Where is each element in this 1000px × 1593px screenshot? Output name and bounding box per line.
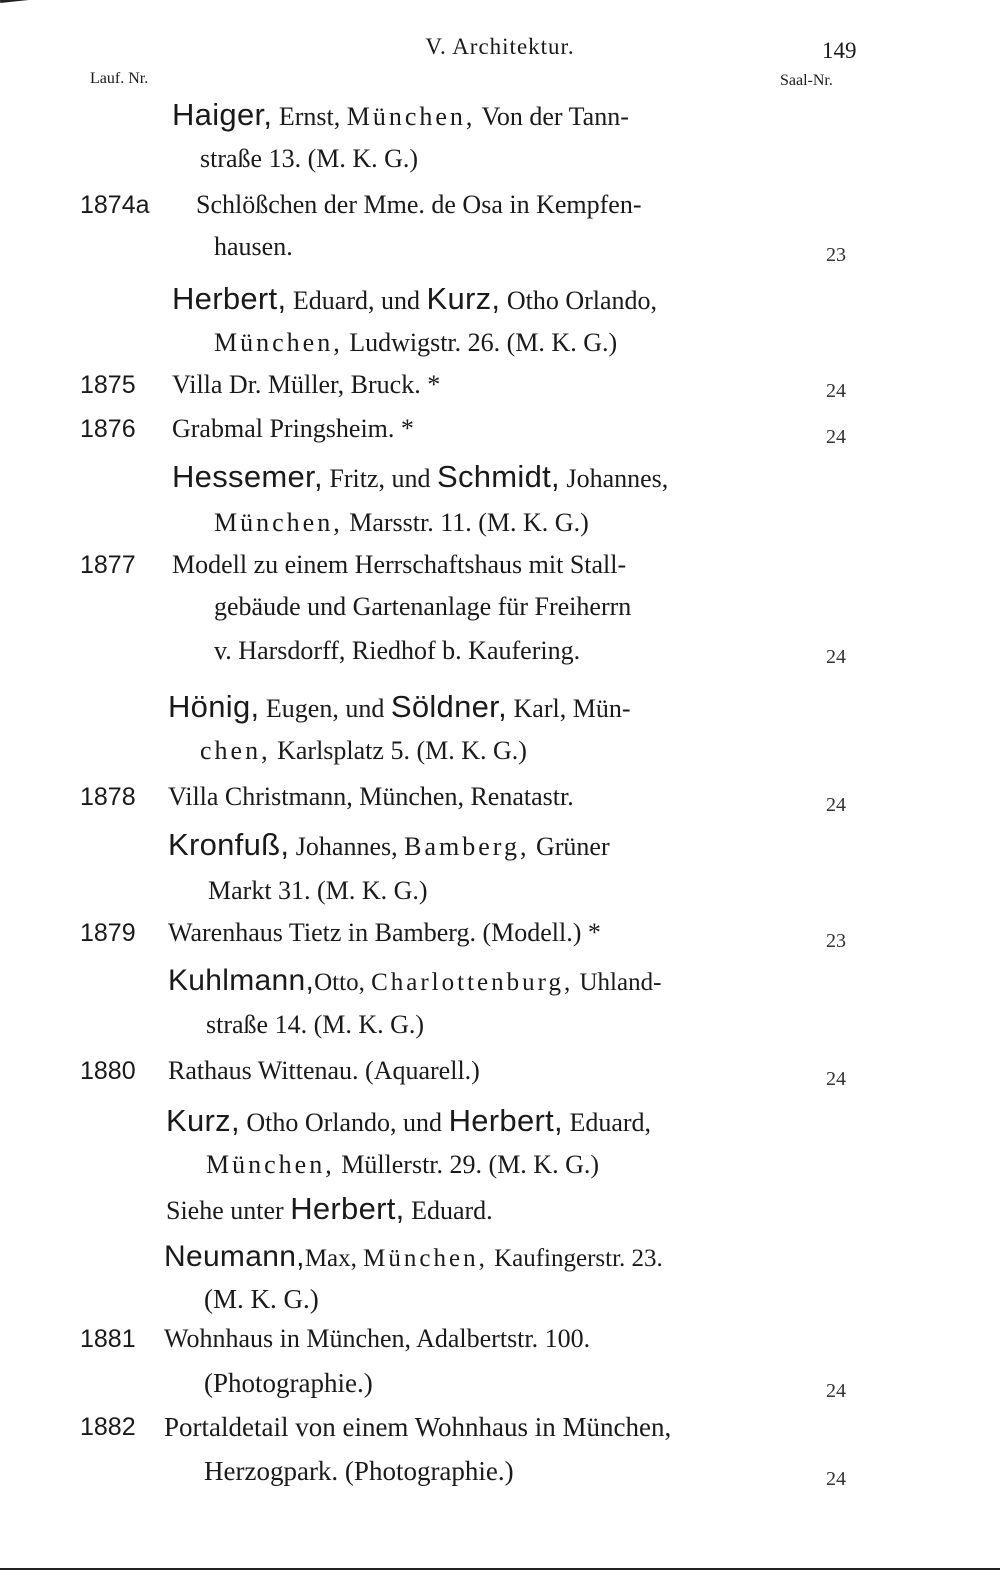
artist-city: München,	[214, 328, 343, 357]
work-title: Rathaus Wittenau. (Aquarell.)	[168, 1056, 480, 1085]
lauf-number: 1879	[80, 919, 136, 947]
lauf-number: 1881	[80, 1325, 136, 1353]
artist-name: Kuhlmann,	[168, 964, 315, 997]
catalog-page: V. Architektur. 149 Lauf. Nr. Saal-Nr. Haiger, Ernst, München, Von der Tann- straße 13. (M. K. G.) 1874a Schlößchen der Mme. de Osa in Kempfen- hausen. 23 Herbert, Eduard, und Kurz, Otho Orlando, München, Ludwigstr. 26. (M. K. G.) 1875 Villa Dr. Müller, Bruck. * 24 1876 Grabmal Pringsheim. * 24 Hessemer, Fritz, und Schmidt, Johannes, München, Marsstr. 11. (M. K. G.) 1877 Modell zu einem Herrschaftshaus mit Stall- gebäude und Gartenanlage für Freiherrn v. Harsdorff, Riedhof b. Kaufering. 24 Hönig, Eugen, und Söldner, Karl, Mün- chen, Karlsplatz 5. (M. K. G.) 1878 Villa Christmann, München, Renatastr. 24 Kronfuß, Johannes, Bamberg, Grüner Markt 31. (M. K. G.) 1879 Warenhaus Tietz in Bamberg. (Modell.) * 23 Kuhlmann,Otto, Charlottenburg, Uhland- straße 14. (M. K. G.) 1880 Rathaus Wittenau. (Aquarell.) 24 Kurz, Otho Orlando, und Herbert, Eduard, München, Müllerstr. 29. (M. K. G.) Siehe unter Herbert, Eduard. Neumann,Max, München, Kaufingerstr. 23. (M. K. G.) 1881 Wohnhaus in München, Adalbertstr. 100. (Photographie.) 24 1882 Portaldetail von einem Wohnhaus in München, Herzogpark. (Photographie.) 24	[0, 0, 1000, 1593]
column-label-lauf-nr: Lauf. Nr.	[90, 70, 149, 87]
lauf-number: 1882	[80, 1413, 136, 1441]
artist-city: chen,	[200, 736, 271, 765]
artist-city: München,	[363, 1245, 488, 1272]
artist-address: Marsstr. 11. (M. K. G.)	[349, 508, 589, 537]
saal-number: 24	[826, 1380, 846, 1402]
artist-name: Herbert,	[172, 281, 287, 316]
artist-city: Bamberg,	[404, 832, 530, 861]
artist-city: Charlottenburg,	[371, 969, 574, 996]
bottom-rule	[0, 1568, 1000, 1570]
lauf-number: 1874a	[80, 191, 150, 219]
saal-number: 24	[826, 1068, 846, 1090]
artist-name: Hessemer,	[172, 459, 323, 494]
work-title: Villa Christmann, München, Renatastr.	[168, 782, 574, 811]
work-title: Modell zu einem Herrschaftshaus mit Stall-	[172, 550, 627, 579]
artist-address: Markt 31. (M. K. G.)	[208, 876, 428, 905]
lauf-number: 1880	[80, 1057, 136, 1085]
saal-number: 23	[826, 930, 846, 952]
section-title: V. Architektur.	[425, 34, 575, 59]
artist-address: Müllerstr. 29. (M. K. G.)	[341, 1150, 600, 1179]
artist-address: Karlsplatz 5. (M. K. G.)	[277, 736, 527, 765]
work-title: Warenhaus Tietz in Bamberg. (Modell.) *	[168, 918, 601, 947]
cross-reference-name: Herbert,	[290, 1191, 405, 1226]
artist-address: straße 14. (M. K. G.)	[206, 1010, 425, 1039]
artist-name: Kronfuß,	[168, 827, 290, 862]
work-title-cont: (Photographie.)	[204, 1368, 373, 1398]
work-title: Wohnhaus in München, Adalbertstr. 100.	[164, 1324, 591, 1353]
artist-name: Kurz,	[166, 1103, 240, 1138]
lauf-number: 1876	[80, 415, 136, 443]
artist-name: Haiger,	[172, 97, 273, 132]
saal-number: 24	[826, 380, 846, 402]
saal-number: 24	[826, 794, 846, 816]
artist-address: Ludwigstr. 26. (M. K. G.)	[349, 328, 618, 357]
column-label-saal-nr: Saal-Nr.	[780, 72, 833, 89]
artist-city: München,	[214, 508, 343, 537]
work-title-cont: hausen.	[214, 232, 293, 261]
lauf-number: 1878	[80, 783, 136, 811]
work-title: Schlößchen der Mme. de Osa in Kempfen-	[196, 190, 642, 219]
page-number: 149	[822, 38, 857, 63]
saal-number: 24	[826, 646, 846, 668]
lauf-number: 1875	[80, 371, 136, 399]
corner-mark	[0, 0, 61, 9]
saal-number: 23	[826, 244, 846, 266]
artist-name-2: Söldner,	[390, 689, 507, 724]
saal-number: 24	[826, 426, 846, 448]
artist-name-2: Kurz,	[426, 281, 501, 316]
saal-number: 24	[826, 1468, 846, 1490]
work-title-cont: v. Harsdorff, Riedhof b. Kaufering.	[214, 636, 581, 665]
artist-address: (M. K. G.)	[204, 1284, 319, 1314]
artist-city: München,	[206, 1150, 335, 1179]
work-title-cont: gebäude und Gartenanlage für Freiherrn	[214, 592, 632, 621]
work-title: Portaldetail von einem Wohnhaus in München,	[164, 1412, 672, 1442]
work-title: Villa Dr. Müller, Bruck. *	[172, 370, 441, 399]
work-title-cont: Herzogpark. (Photographie.)	[204, 1456, 514, 1486]
cross-reference: Siehe unter Herbert, Eduard.	[166, 1191, 493, 1226]
artist-name: Hönig,	[168, 689, 260, 724]
artist-address: straße 13. (M. K. G.)	[200, 144, 419, 173]
lauf-number: 1877	[80, 551, 136, 579]
work-title: Grabmal Pringsheim. *	[172, 414, 414, 443]
artist-city: München,	[346, 102, 476, 131]
artist-name: Neumann,	[164, 1240, 305, 1273]
artist-name-2: Schmidt,	[436, 459, 560, 494]
artist-name-2: Herbert,	[448, 1103, 563, 1138]
